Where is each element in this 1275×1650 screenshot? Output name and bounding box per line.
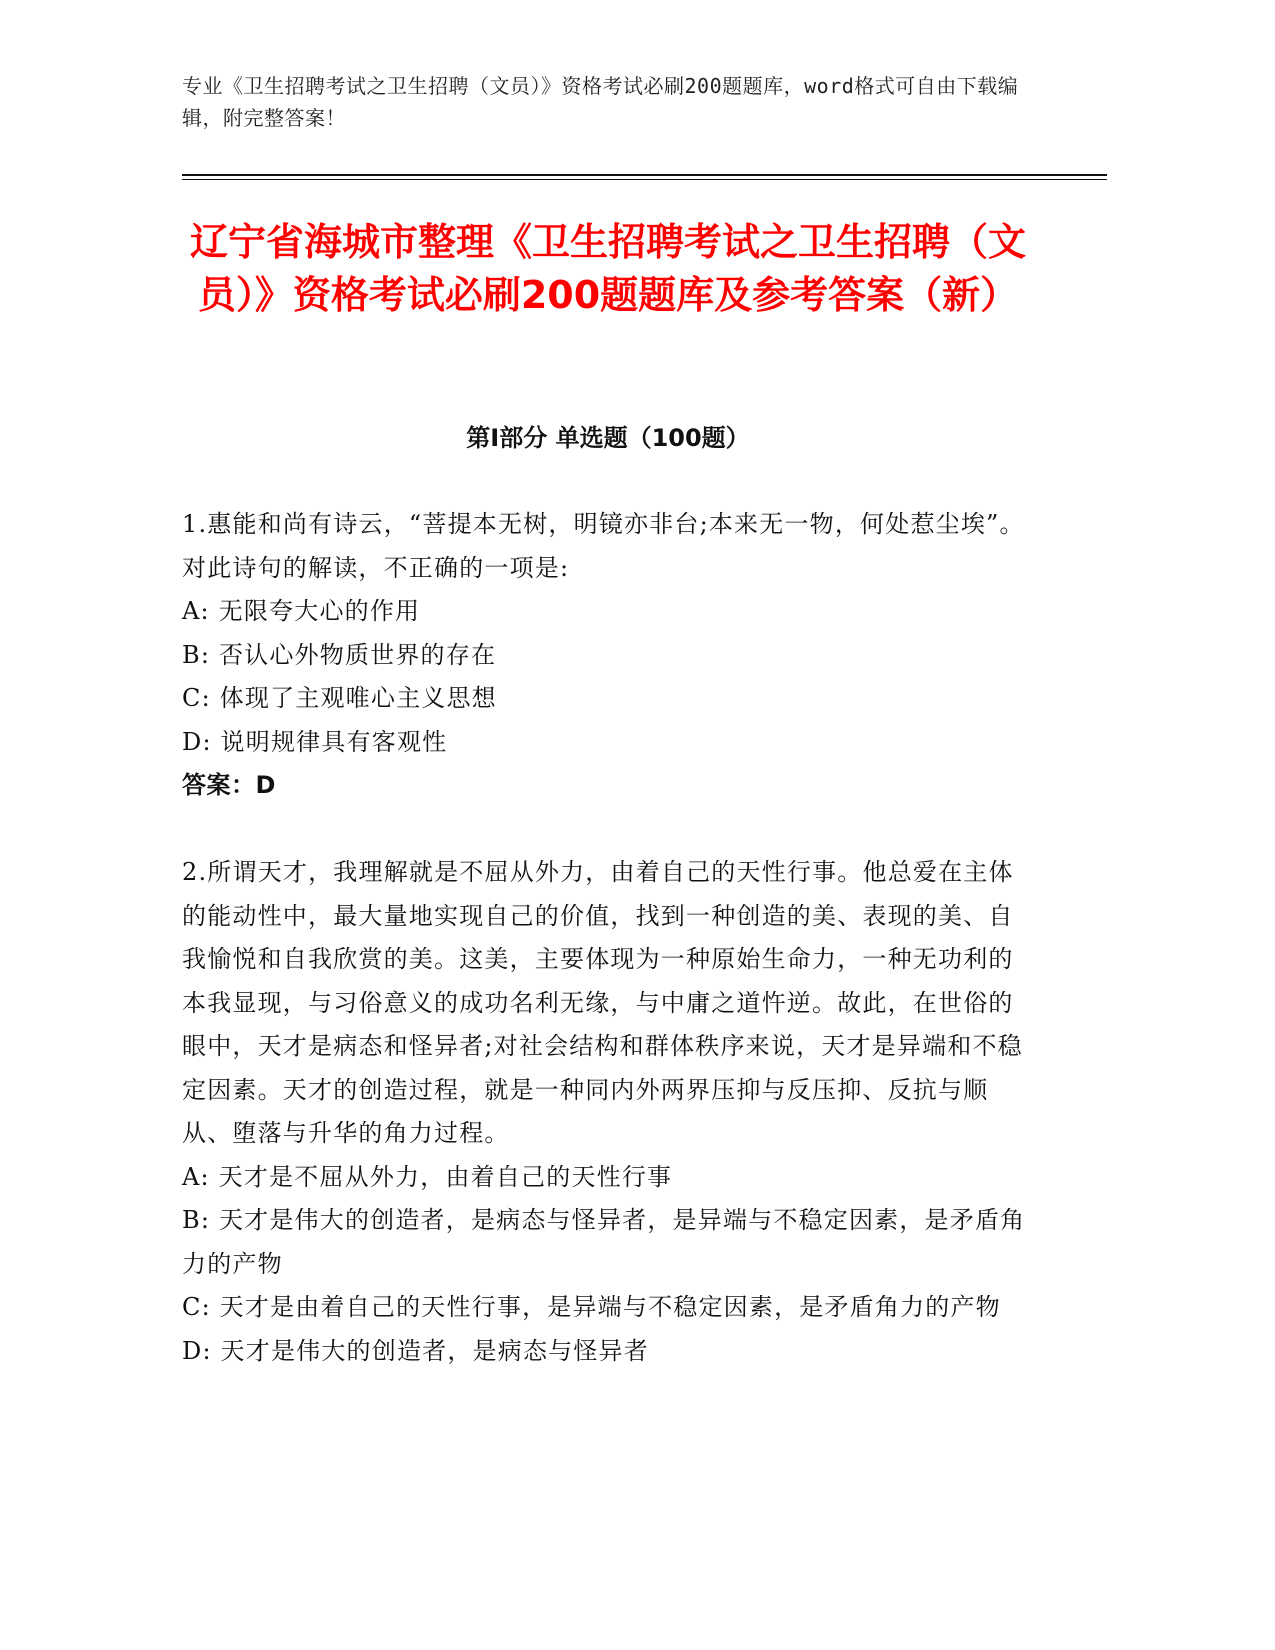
option-d: D: 说明规律具有客观性 [182, 727, 448, 756]
header-divider-thick [182, 174, 1107, 176]
option-a: A: 无限夸大心的作用 [182, 597, 421, 625]
section-heading: 第Ⅰ部分 单选题（100题） [466, 424, 750, 452]
header-note: 专业《卫生招聘考试之卫生招聘（文员）》资格考试必刷200题题库，word格式可自由下载编辑，附完整答案！ [182, 74, 1019, 130]
question-stem: 2.所谓天才，我理解就是不屈从外力，由着自己的天性行事。他总爱在主体的能动性中，最大量地实现自己的价值，找到一种创造的美、表现的美、自我愉悦和自我欣赏的美。这美，主要体现为一种原始生命力，一种无功利的本我显现，与习俗意义的成功名利无缘，与中庸之道忤逆。故此，在世俗的眼中，天才是病态和怪异者;对社会结构和群体秩序来说，天才是异端和不稳定因素。天才的创造过程，就是一种同内外两界压抑与反压抑、反抗与顺从、堕落与升华的角力过程。 [182, 858, 1023, 1147]
option-b: B: 否认心外物质世界的存在 [182, 640, 497, 669]
document-title: 辽宁省海城市整理《卫生招聘考试之卫生招聘（文员）》资格考试必刷200题题库及参考答案（新） [189, 220, 1026, 317]
question-block [182, 851, 1034, 1373]
option-c: C: 天才是由着自己的天性行事，是异端与不稳定因素，是矛盾角力的产物 [182, 1293, 1001, 1321]
answer-label: 答案：D [182, 771, 276, 799]
question-block [182, 503, 1034, 808]
option-d: D: 天才是伟大的创造者，是病态与怪异者 [182, 1336, 649, 1365]
question-stem: 1.惠能和尚有诗云，“菩提本无树，明镜亦非台;本来无一物，何处惹尘埃”。对此诗句的解读，不正确的一项是: [182, 510, 1025, 582]
header-divider-thin [182, 179, 1107, 180]
option-c: C: 体现了主观唯心主义思想 [182, 684, 497, 712]
option-b: B: 天才是伟大的创造者，是病态与怪异者，是异端与不稳定因素，是矛盾角力的产物 [182, 1206, 1026, 1278]
option-a: A: 天才是不屈从外力，由着自己的天性行事 [182, 1162, 673, 1191]
